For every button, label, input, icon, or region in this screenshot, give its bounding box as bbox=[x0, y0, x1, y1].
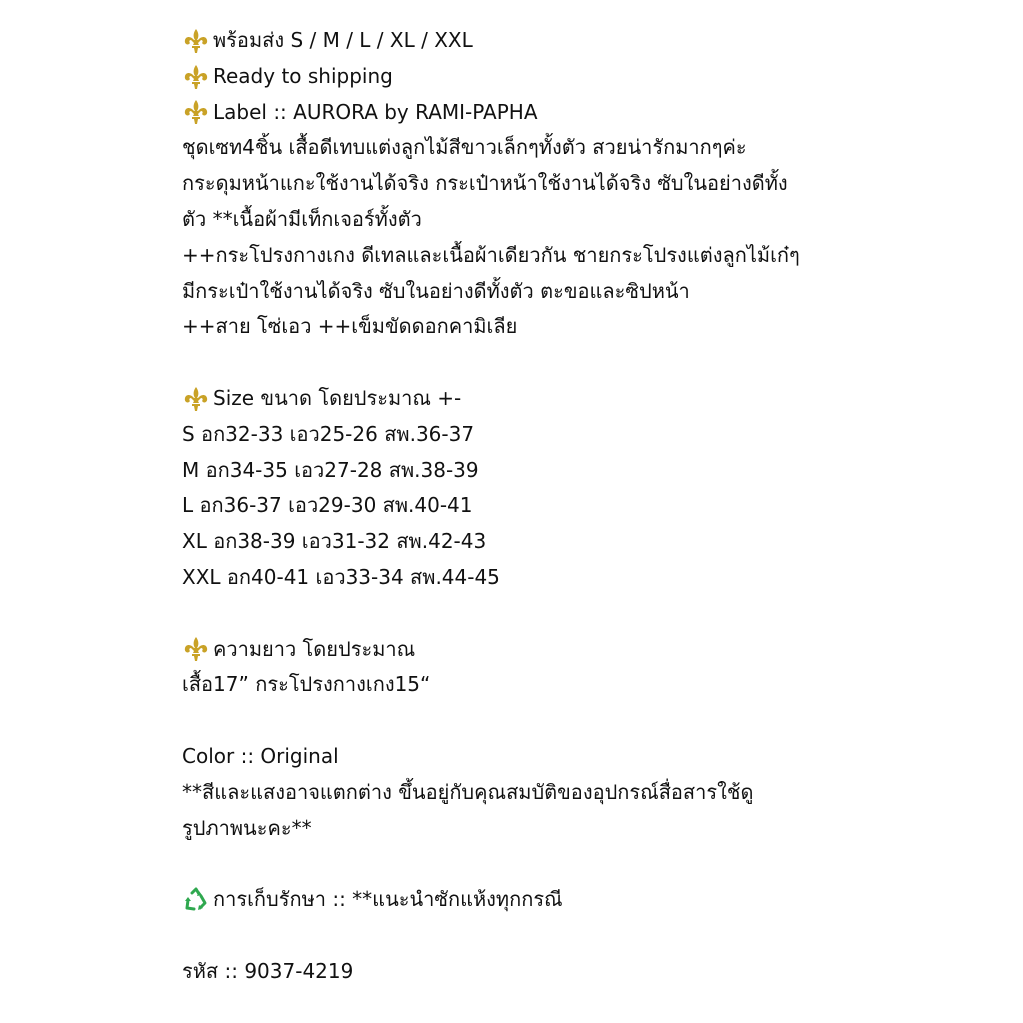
description-line: ++สาย โซ่เอว ++เข็มขัดดอกคามิเลีย bbox=[182, 314, 518, 339]
size-row-m: M อก34-35 เอว27-28 สพ.38-39 bbox=[182, 457, 479, 482]
spacer bbox=[182, 846, 1012, 882]
description-line: กระดุมหน้าแกะใช้งานได้จริง กระเป๋าหน้าใช้งานได้จริง ซับในอย่างดีทั้ง bbox=[182, 171, 788, 196]
shipping-text: Ready to shipping bbox=[213, 63, 393, 88]
size-row-l: L อก36-37 เอว29-30 สพ.40-41 bbox=[182, 493, 473, 518]
shipping-line bbox=[182, 59, 1012, 95]
fleur-de-lis-icon bbox=[182, 27, 210, 55]
color-note-line: รูปภาพนะคะ** bbox=[182, 815, 312, 840]
spacer bbox=[182, 703, 1012, 739]
size-row-xl: XL อก38-39 เอว31-32 สพ.42-43 bbox=[182, 529, 487, 554]
care-line bbox=[182, 882, 1012, 918]
description-line: ชุดเซท4ชิ้น เสื้อดีเทบแต่งลูกไม้สีขาวเล็กๆทั้งตัว สวยน่ารักมากๆค่ะ bbox=[182, 135, 747, 160]
length-title-line bbox=[182, 632, 1012, 668]
fleur-de-lis-icon bbox=[182, 63, 210, 91]
label-text: Label :: AURORA by RAMI-PAPHA bbox=[213, 99, 538, 124]
description-line: ตัว **เนื้อผ้ามีเท็กเจอร์ทั้งตัว bbox=[182, 206, 422, 231]
length-value-line: เสื้อ17” กระโปรงกางเกง15“ bbox=[182, 672, 431, 697]
length-title-text: ความยาว โดยประมาณ bbox=[213, 636, 416, 661]
size-title-text: Size ขนาด โดยประมาณ +- bbox=[213, 385, 462, 410]
spacer bbox=[182, 596, 1012, 632]
size-row-s: S อก32-33 เอว25-26 สพ.36-37 bbox=[182, 421, 475, 446]
color-line: Color :: Original bbox=[182, 743, 339, 768]
description-line: ++กระโปรงกางเกง ดีเทลและเนื้อผ้าเดียวกัน ชายกระโปรงแต่งลูกไม้เก๋ๆ bbox=[182, 242, 800, 267]
spacer bbox=[182, 345, 1012, 381]
availability-line bbox=[182, 23, 1012, 59]
product-code-line: รหัส :: 9037-4219 bbox=[182, 958, 354, 983]
size-title-line bbox=[182, 381, 1012, 417]
description-line: มีกระเป๋าใช้งานได้จริง ซับในอย่างดีทั้งตัว ตะขอและซิปหน้า bbox=[182, 278, 690, 303]
care-text: การเก็บรักษา :: **แนะนำซักแห้งทุกกรณี bbox=[213, 887, 563, 912]
product-description bbox=[182, 23, 1012, 990]
fleur-de-lis-icon bbox=[182, 635, 210, 663]
fleur-de-lis-icon bbox=[182, 385, 210, 413]
spacer bbox=[182, 918, 1012, 954]
recycle-icon bbox=[182, 886, 210, 914]
fleur-de-lis-icon bbox=[182, 98, 210, 126]
availability-text: พร้อมส่ง S / M / L / XL / XXL bbox=[213, 28, 473, 52]
label-line bbox=[182, 95, 1012, 131]
color-note-line: **สีและแสงอาจแตกต่าง ขึ้นอยู่กับคุณสมบัติของอุปกรณ์สื่อสารใช้ดู bbox=[182, 779, 754, 804]
size-row-xxl: XXL อก40-41 เอว33-34 สพ.44-45 bbox=[182, 564, 500, 589]
